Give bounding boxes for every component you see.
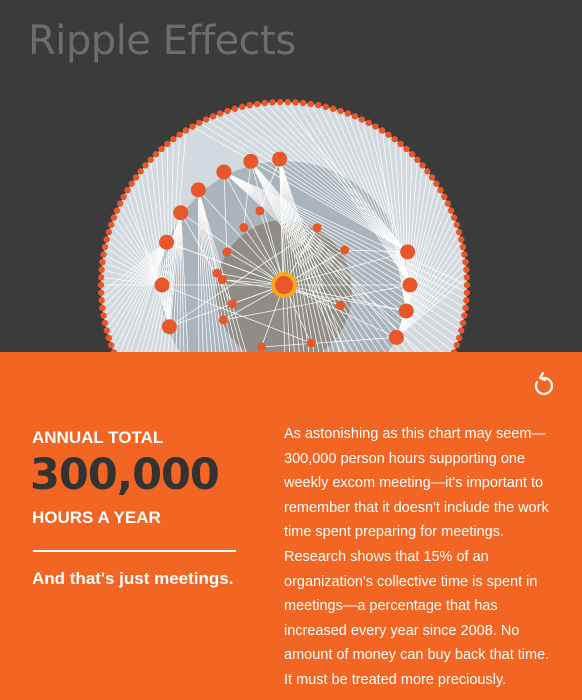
inner-node: [336, 301, 345, 310]
outer-node: [463, 297, 469, 303]
middle-node: [155, 278, 170, 293]
outer-node: [117, 200, 123, 206]
outer-node: [285, 99, 291, 105]
outer-node: [102, 244, 108, 250]
outer-node: [437, 187, 443, 193]
inner-node: [307, 339, 316, 348]
outer-node: [433, 181, 439, 187]
inner-node: [239, 223, 248, 232]
outer-node: [254, 101, 260, 107]
center-node-inner: [275, 276, 293, 294]
outer-node: [108, 342, 114, 348]
outer-node: [462, 305, 468, 311]
outer-node: [232, 106, 238, 112]
outer-node: [454, 342, 460, 348]
inner-node: [219, 316, 228, 325]
outer-node: [419, 162, 425, 168]
outer-node: [100, 312, 106, 318]
outer-node: [100, 251, 106, 257]
outer-node: [403, 146, 409, 152]
center-node: [271, 272, 297, 298]
outer-node: [464, 289, 470, 295]
outer-node: [239, 104, 245, 110]
outer-node: [189, 123, 195, 129]
outer-node: [463, 266, 469, 272]
outer-node: [424, 168, 430, 174]
outer-node: [448, 207, 454, 213]
outer-node: [269, 99, 275, 105]
outer-node: [158, 146, 164, 152]
outer-node: [464, 274, 470, 280]
outer-node: [330, 106, 336, 112]
outer-node: [391, 136, 397, 142]
outer-node: [98, 297, 104, 303]
outer-node: [456, 229, 462, 235]
inner-node: [222, 248, 231, 257]
outer-node: [98, 274, 104, 280]
outer-node: [153, 151, 159, 157]
outer-node: [337, 108, 343, 114]
middle-node: [400, 244, 415, 259]
inner-node: [313, 223, 322, 232]
outer-node: [247, 102, 253, 108]
outer-node: [300, 100, 306, 106]
inner-node: [218, 275, 227, 284]
middle-node: [162, 319, 177, 334]
outer-node: [262, 100, 268, 106]
outer-node: [147, 157, 153, 163]
outer-node: [458, 236, 464, 242]
middle-node: [191, 182, 206, 197]
outer-node: [409, 151, 415, 157]
tagline: And that's just meetings.: [32, 569, 234, 588]
outer-node: [385, 132, 391, 138]
outer-node: [451, 214, 457, 220]
outer-node: [133, 174, 139, 180]
outer-node: [397, 141, 403, 147]
outer-node: [99, 305, 105, 311]
outer-node: [414, 157, 420, 163]
outer-node: [292, 99, 298, 105]
outer-node: [454, 222, 460, 228]
outer-node: [124, 187, 130, 193]
page-title: Ripple Effects: [28, 18, 296, 64]
outer-node: [379, 127, 385, 133]
outer-node: [464, 282, 470, 288]
outer-node: [441, 194, 447, 200]
outer-node: [102, 320, 108, 326]
outer-node: [106, 335, 112, 341]
outer-node: [460, 244, 466, 250]
outer-node: [445, 200, 451, 206]
outer-node: [114, 207, 120, 213]
outer-node: [359, 116, 365, 122]
body-text: As astonishing as this chart may seem—300,000 person hours supporting one weekly excom meeting—it's important to remember that it doesn't include the work time spent preparing for meetings. Research shows that 15% of an organization's collective time is spent in meetings—a percentage that has increased every year since 2008. No amount of money can buy back that time. It must be treated more preciously.: [284, 426, 550, 688]
stat-label: ANNUAL TOTAL: [32, 428, 164, 447]
stat-value: 300,000: [30, 450, 219, 500]
outer-node: [277, 99, 283, 105]
middle-node: [159, 235, 174, 250]
outer-node: [462, 259, 468, 265]
middle-node: [399, 303, 414, 318]
outer-node: [99, 259, 105, 265]
outer-node: [111, 214, 117, 220]
outer-node: [164, 141, 170, 147]
middle-node: [403, 278, 418, 293]
outer-node: [137, 168, 143, 174]
outer-node: [203, 116, 209, 122]
middle-node: [243, 154, 258, 169]
outer-node: [460, 320, 466, 326]
outer-node: [458, 327, 464, 333]
inner-node: [255, 206, 264, 215]
replay-button[interactable]: [529, 370, 557, 398]
outer-node: [170, 136, 176, 142]
outer-node: [323, 104, 329, 110]
outer-node: [104, 236, 110, 242]
outer-node: [315, 102, 321, 108]
outer-node: [456, 335, 462, 341]
outer-node: [461, 312, 467, 318]
outer-node: [217, 110, 223, 116]
outer-node: [120, 194, 126, 200]
divider: [33, 550, 236, 552]
middle-node: [216, 164, 231, 179]
outer-node: [429, 174, 435, 180]
outer-node: [98, 282, 104, 288]
middle-node: [389, 330, 404, 345]
outer-node: [345, 110, 351, 116]
outer-node: [183, 127, 189, 133]
outer-node: [210, 113, 216, 119]
inner-node: [257, 343, 266, 352]
inner-node: [340, 246, 349, 255]
outer-node: [352, 113, 358, 119]
outer-node: [98, 266, 104, 272]
outer-node: [98, 289, 104, 295]
outer-node: [128, 181, 134, 187]
outer-node: [224, 108, 230, 114]
outer-node: [108, 222, 114, 228]
outer-node: [176, 132, 182, 138]
outer-node: [104, 327, 110, 333]
middle-node: [173, 205, 188, 220]
middle-node: [272, 152, 287, 167]
outer-node: [308, 101, 314, 107]
outer-node: [372, 123, 378, 129]
outer-node: [461, 251, 467, 257]
outer-node: [366, 120, 372, 126]
outer-node: [106, 229, 112, 235]
outer-node: [196, 120, 202, 126]
outer-node: [142, 162, 148, 168]
inner-node: [228, 299, 237, 308]
replay-icon: [529, 370, 557, 398]
stat-unit: HOURS A YEAR: [32, 508, 161, 527]
